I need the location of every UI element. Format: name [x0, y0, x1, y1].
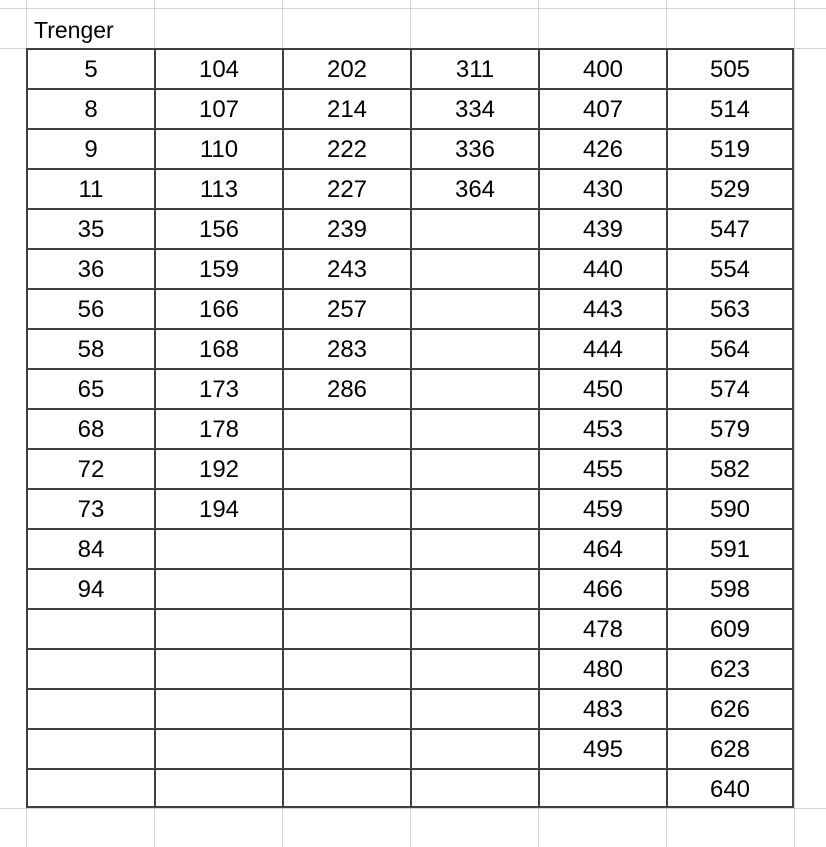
gridline [0, 808, 826, 809]
table-cell[interactable]: 443 [540, 290, 668, 330]
table-cell[interactable]: 480 [540, 650, 668, 690]
table-cell[interactable]: 5 [28, 50, 156, 90]
table-cell[interactable] [28, 770, 156, 806]
table-cell[interactable]: 113 [156, 170, 284, 210]
table-cell[interactable]: 554 [668, 250, 792, 290]
table-cell[interactable] [284, 730, 412, 770]
table-cell[interactable]: 623 [668, 650, 792, 690]
table-cell[interactable]: 464 [540, 530, 668, 570]
table-cell[interactable]: 453 [540, 410, 668, 450]
table-cell[interactable] [156, 730, 284, 770]
table-cell[interactable]: 626 [668, 690, 792, 730]
table-cell[interactable]: 334 [412, 90, 540, 130]
table-cell[interactable] [412, 650, 540, 690]
table-cell[interactable] [412, 370, 540, 410]
table-cell[interactable]: 439 [540, 210, 668, 250]
table-cell[interactable] [284, 450, 412, 490]
table-cell[interactable]: 110 [156, 130, 284, 170]
table-cell[interactable]: 72 [28, 450, 156, 490]
table-cell[interactable]: 582 [668, 450, 792, 490]
table-cell[interactable]: 574 [668, 370, 792, 410]
table-cell[interactable] [412, 490, 540, 530]
table-cell[interactable] [412, 330, 540, 370]
table-cell[interactable]: 166 [156, 290, 284, 330]
table-cell[interactable] [284, 410, 412, 450]
table-cell[interactable]: 107 [156, 90, 284, 130]
table-cell[interactable] [412, 610, 540, 650]
table-cell[interactable]: 547 [668, 210, 792, 250]
table-cell[interactable]: 214 [284, 90, 412, 130]
table-cell[interactable]: 8 [28, 90, 156, 130]
table-cell[interactable]: 192 [156, 450, 284, 490]
table-cell[interactable]: 505 [668, 50, 792, 90]
table-cell[interactable]: 283 [284, 330, 412, 370]
table-cell[interactable] [412, 450, 540, 490]
table-cell[interactable]: 444 [540, 330, 668, 370]
table-cell[interactable]: 9 [28, 130, 156, 170]
table-cell[interactable]: 257 [284, 290, 412, 330]
table-cell[interactable]: 407 [540, 90, 668, 130]
table-cell[interactable]: 563 [668, 290, 792, 330]
table-cell[interactable]: 430 [540, 170, 668, 210]
table-cell[interactable]: 495 [540, 730, 668, 770]
table-cell[interactable]: 94 [28, 570, 156, 610]
table-cell[interactable] [284, 650, 412, 690]
table-cell[interactable]: 68 [28, 410, 156, 450]
table-cell[interactable] [284, 770, 412, 806]
sheet-title[interactable]: Trenger [34, 17, 114, 43]
table-cell[interactable]: 483 [540, 690, 668, 730]
table-cell[interactable] [412, 410, 540, 450]
table-cell[interactable] [156, 610, 284, 650]
table-cell[interactable] [412, 570, 540, 610]
table-cell[interactable]: 239 [284, 210, 412, 250]
table-cell[interactable] [28, 610, 156, 650]
table-cell[interactable] [284, 610, 412, 650]
table-cell[interactable] [28, 650, 156, 690]
table-cell[interactable] [412, 730, 540, 770]
table-cell[interactable] [412, 770, 540, 806]
table-cell[interactable]: 440 [540, 250, 668, 290]
table-cell[interactable]: 104 [156, 50, 284, 90]
table-cell[interactable]: 73 [28, 490, 156, 530]
table-cell[interactable]: 36 [28, 250, 156, 290]
table-cell[interactable]: 286 [284, 370, 412, 410]
table-cell[interactable] [156, 690, 284, 730]
table-cell[interactable]: 640 [709, 776, 751, 803]
table-cell[interactable]: 173 [156, 370, 284, 410]
table-cell[interactable]: 243 [284, 250, 412, 290]
table-cell[interactable] [284, 690, 412, 730]
table-cell[interactable]: 455 [540, 450, 668, 490]
table-cell[interactable]: 591 [668, 530, 792, 570]
table-cell[interactable] [284, 530, 412, 570]
table-cell[interactable]: 466 [540, 570, 668, 610]
table-cell[interactable]: 450 [540, 370, 668, 410]
table-cell[interactable]: 222 [284, 130, 412, 170]
table-cell[interactable]: 227 [284, 170, 412, 210]
table-cell[interactable]: 529 [668, 170, 792, 210]
table-cell[interactable]: 84 [28, 530, 156, 570]
table-cell[interactable] [412, 530, 540, 570]
table-cell[interactable]: 459 [540, 490, 668, 530]
table-cell[interactable]: 168 [156, 330, 284, 370]
table-cell[interactable] [28, 730, 156, 770]
table-cell[interactable]: 579 [668, 410, 792, 450]
table-cell[interactable]: 364 [412, 170, 540, 210]
table-cell[interactable]: 159 [156, 250, 284, 290]
table-cell[interactable]: 202 [284, 50, 412, 90]
table-cell[interactable]: 478 [540, 610, 668, 650]
table-cell[interactable] [412, 210, 540, 250]
table-cell[interactable] [412, 690, 540, 730]
table-cell[interactable] [156, 530, 284, 570]
table-cell[interactable]: 311 [412, 50, 540, 90]
gridline [0, 8, 826, 9]
table-cell[interactable]: 35 [28, 210, 156, 250]
table-cell[interactable]: 65 [28, 370, 156, 410]
table-cell[interactable]: 564 [668, 330, 792, 370]
table-cell[interactable] [412, 290, 540, 330]
table-cell[interactable] [28, 690, 156, 730]
table-cell[interactable]: 336 [412, 130, 540, 170]
table-cell[interactable]: 194 [156, 490, 284, 530]
table-cell[interactable]: 519 [668, 130, 792, 170]
table-cell[interactable]: 58 [28, 330, 156, 370]
table-cell[interactable]: 609 [668, 610, 792, 650]
table-cell[interactable]: 426 [540, 130, 668, 170]
table-cell[interactable] [284, 570, 412, 610]
table-cell[interactable] [284, 490, 412, 530]
table-cell[interactable]: 11 [28, 170, 156, 210]
table-cell[interactable]: 590 [668, 490, 792, 530]
table-cell[interactable]: 56 [28, 290, 156, 330]
table-cell[interactable]: 598 [668, 570, 792, 610]
table-cell[interactable]: 514 [668, 90, 792, 130]
gridline [794, 0, 795, 847]
data-table [26, 48, 794, 808]
table-cell[interactable]: 156 [156, 210, 284, 250]
table-cell[interactable]: 178 [156, 410, 284, 450]
table-cell[interactable] [156, 650, 284, 690]
table-cell[interactable] [412, 250, 540, 290]
table-cell[interactable] [156, 570, 284, 610]
table-cell[interactable]: 400 [540, 50, 668, 90]
table-cell[interactable] [156, 770, 284, 806]
table-cell[interactable] [540, 770, 668, 806]
table-cell[interactable]: 628 [668, 730, 792, 770]
